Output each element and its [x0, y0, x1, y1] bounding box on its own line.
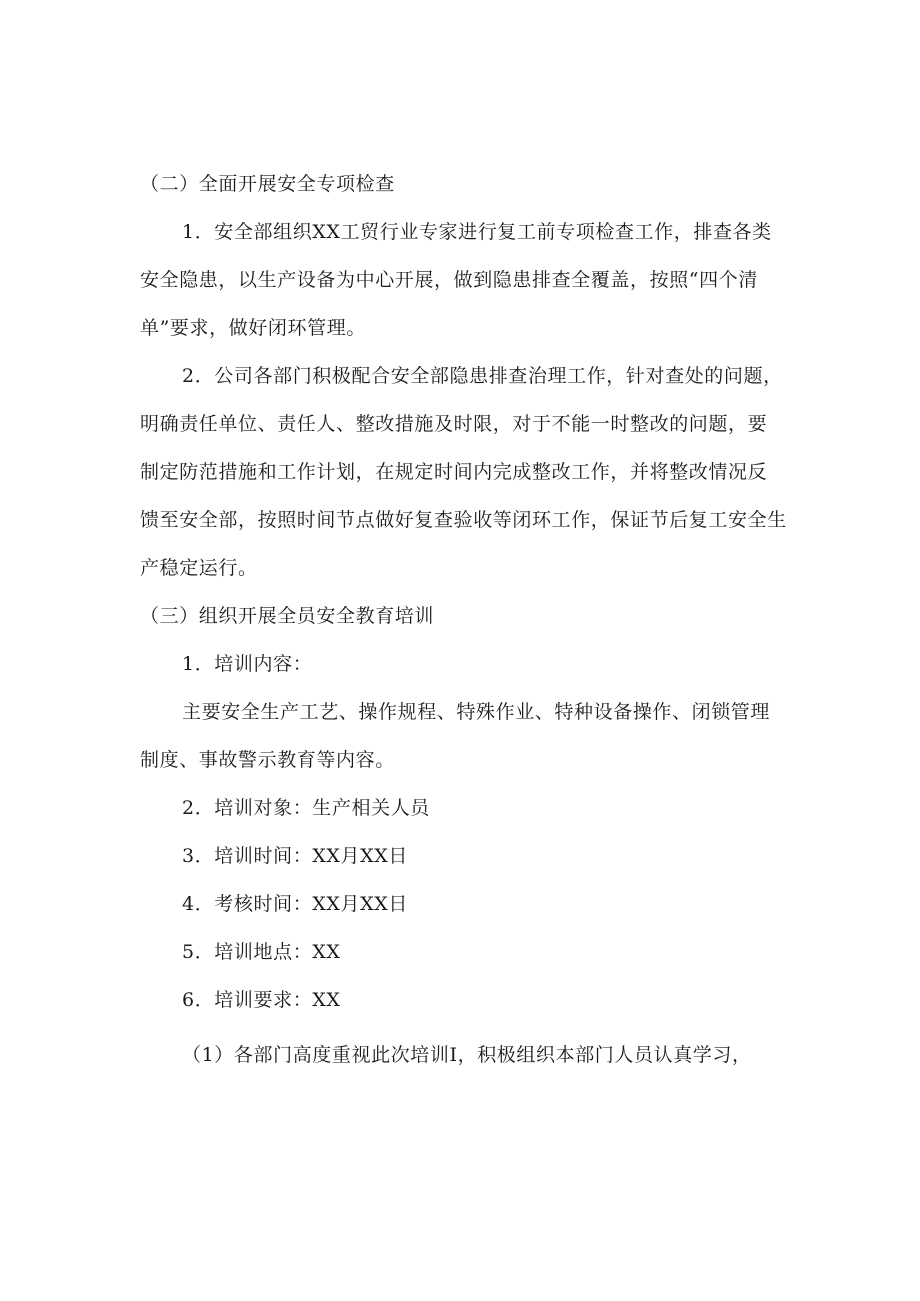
- section-3-heading: （三）组织开展全员安全教育培训: [140, 605, 435, 627]
- section-3-item-2: 2．培训对象：生产相关人员: [182, 797, 430, 819]
- section-2-item-2-line-5: 产稳定运行。: [140, 557, 258, 579]
- section-3-item-6: 6．培训要求：XX: [182, 989, 341, 1011]
- section-2-item-2-line-1: 2．公司各部门积极配合安全部隐患排查治理工作，针对查处的问题，: [182, 365, 783, 387]
- section-3-sub-item-1: （1）各部门高度重视此次培训I，积极组织本部门人员认真学习，: [182, 1044, 752, 1066]
- section-3-item-3: 3．培训时间：XX月XX日: [182, 845, 408, 867]
- section-2-item-2-line-3: 制定防范措施和工作计划，在规定时间内完成整改工作，并将整改情况反: [140, 461, 768, 483]
- section-2-item-1-line-2: 安全隐患，以生产设备为中心开展，做到隐患排查全覆盖，按照“四个清: [140, 269, 758, 291]
- section-3-item-1-title: 1．培训内容：: [182, 653, 313, 675]
- section-2-item-1-line-1: 1．安全部组织XX工贸行业专家进行复工前专项检查工作，排查各类: [182, 221, 772, 243]
- section-2-item-2-line-2: 明确责任单位、责任人、整改措施及时限，对于不能一时整改的问题，要: [140, 413, 768, 435]
- section-2-heading: （二）全面开展安全专项检查: [140, 173, 395, 195]
- section-3-item-5: 5．培训地点：XX: [182, 941, 341, 963]
- section-3-item-4: 4．考核时间：XX月XX日: [182, 893, 408, 915]
- section-3-item-1-body-line-1: 主要安全生产工艺、操作规程、特殊作业、特种设备操作、闭锁管理: [182, 701, 771, 723]
- section-2-item-1-line-3: 单”要求，做好闭环管理。: [140, 317, 366, 339]
- section-2-item-2-line-4: 馈至安全部，按照时间节点做好复查验收等闭环工作，保证节后复工安全生: [140, 509, 787, 531]
- section-3-item-1-body-line-2: 制度、事故警示教育等内容。: [140, 749, 395, 771]
